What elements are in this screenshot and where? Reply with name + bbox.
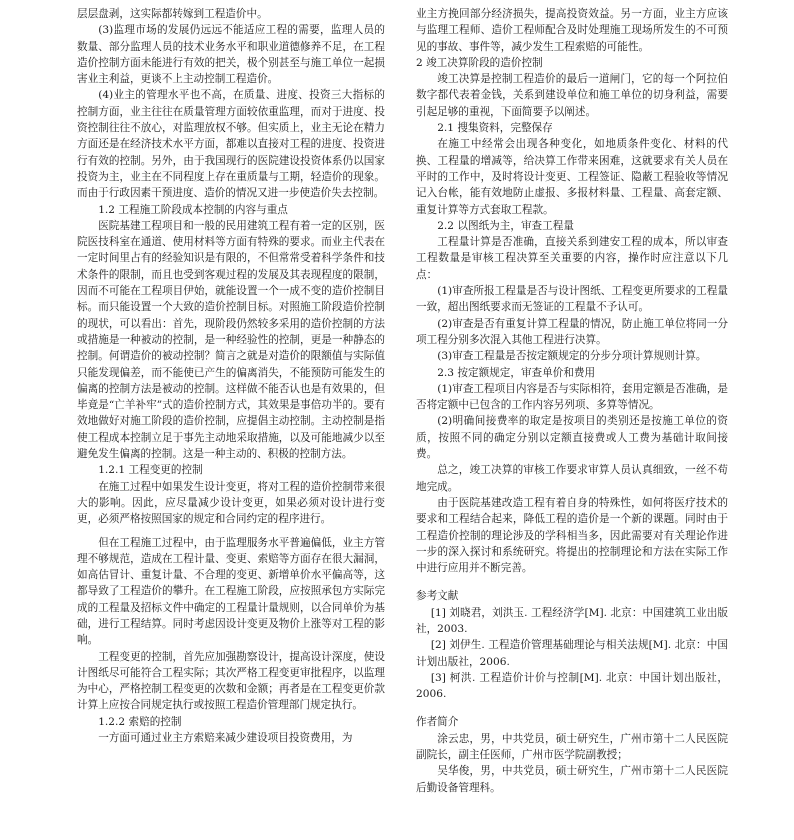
right-column-body	[416, 6, 728, 576]
body-paragraph: (4)业主的管理水平也不高，在质量、进度、投资三大指标的控制方面，业主往往在质量管理方面较依重监理，而对于进度、投资控制往往不放心，对监理放权不够。但实质上，业主无论在精力方面还是在经济技术水平方面，都难以直接对工程的进度、投资进行有效的控制。另外，由于我国现行的医院建设投资体系仍以国家投资为主，业主在不同程度上存在重质量与工期，轻造价的现象。而由于行政因素干预进度、造价的情况又进一步使造价失去控制。	[77, 89, 385, 200]
reference-item: [3] 柯洪. 工程造价计价与控制[M]. 北京：中国计划出版社，2006.	[416, 671, 728, 701]
references	[416, 588, 728, 702]
section-heading: 2.1 搜集资料，完整保存	[437, 122, 553, 135]
body-paragraph: 由于医院基建改造工程有着自身的特殊性，如何将医疗技术的要求和工程结合起来，降低工程的造价是一个新的课题。同时由于工程造价控制的理论涉及的学科相当多，因此需要对有关理论作进一步的深入探讨和系统研究。将提出的控制理论和方法在实际工作中进行应用并不断完善。	[416, 496, 728, 575]
body-paragraph: 竣工决算是控制工程造价的最后一道闸门，它的每一个阿拉伯数字都代表着金钱，关系到建设单位和施工单位的切身利益，需要引起足够的重视，下面简要予以阐述。	[416, 73, 728, 118]
body-paragraph: 层层盘剥，这实际都转嫁到工程造价中。	[77, 8, 268, 20]
reference-item: [1] 刘晓君，刘洪玉. 工程经济学[M]. 北京：中国建筑工业出版社，2003.	[416, 606, 728, 635]
right-column	[416, 6, 728, 796]
section-heading: 2.2 以图纸为主，审查工程量	[437, 219, 574, 232]
body-paragraph: (3)监理市场的发展仍远远不能适应工程的需要，监理人员的数量、部分监理人员的技术业务水平和职业道德修养不足，在工程造价控制方面未能进行有效的把关，极个别甚至与施工单位一起损害业主利益，更谈不上主动控制工程造价。	[77, 24, 385, 86]
subsection-heading: 1.2.2 索赔的控制	[98, 715, 182, 728]
author-intro	[416, 714, 728, 795]
body-paragraph: (2)明确间接费率的取定是按项目的类别还是按施工单位的资质，按照不同的确定分别以定额直接费或人工费为基础计取间接费。	[416, 415, 728, 461]
body-paragraph: (3)审查工程量是否按定额规定的分步分项计算规则计算。	[437, 350, 707, 363]
reference-item: [2] 刘伊生. 工程造价管理基础理论与相关法规[M]. 北京：中国计划出版社，2006.	[416, 639, 728, 668]
body-paragraph: 业主方挽回部分经济损失，提高投资效益。另一方面，业主方应该与监理工程师、造价工程师配合及时处理施工现场所发生的不可预见的事故、事件等，减少发生工程索赔的可能性。	[416, 8, 728, 53]
body-paragraph: 一方面可通过业主方索赔来减少建设项目投资费用，为	[98, 732, 353, 745]
section-heading: 2.3 按定额规定，审查单价和费用	[437, 366, 596, 379]
section-heading: 2 竣工决算阶段的造价控制	[416, 56, 543, 69]
author-intro-title: 作者简介	[416, 716, 459, 729]
body-paragraph: 总之，竣工决算的审核工作要求审算人员认真细致，一丝不苟地完成。	[416, 464, 728, 493]
body-paragraph: 在施工过程中如果发生设计变更，将对工程的造价控制带来很大的影响。因此，应尽量减少设计变更，如果必须对设计进行变更，必须严格按照国家的规定和合同约定的程序进行。	[77, 480, 385, 526]
body-paragraph: 医院基建工程项目和一般的民用建筑工程有着一定的区别，医院医技科室在通道、使用材料等方面有特殊的要求。而业主代表在一定时间里占有的经验知识是有限的，不但常常受着科学条件和技术条件的限制，而且也受到客观过程的发展及其表现程度的限制，因而不可能在工程项目伊始，就能设置一个一成不变的造价控制目标。而只能设置一个大致的造价控制目标。对照施工阶段造价控制的现状，可以看出：首先，现阶段仍然较多采用的造价控制的方法或措施是一种被动的控制，是一种经验性的控制，更是一种静态的控制。何谓造价的被动控制？简言之就是对造价的限额值与实际值只能发现偏差，而不能使已产生的偏离消失，不能预防可能发生的偏离的控制方法是被动的控制。这样做不能否认也是有效果的，但毕竟是“亡羊补牢”式的造价控制方式，其效果是事倍功半的。要有效地做好对施工阶段的造价控制，应提倡主动控制。主动控制是指使工程成本控制立足于事先主动地采取措施，以及可能地减少以至避免发生偏离的控制。这是一种主动的、积极的控制方法。	[77, 219, 385, 461]
author-item: 吴华俊，男，中共党员，硕士研究生，广州市第十二人民医院后勤设备管理科。	[416, 765, 728, 794]
section-heading: 1.2 工程施工阶段成本控制的内容与重点	[98, 203, 288, 216]
subsection-heading: 1.2.1 工程变更的控制	[98, 464, 203, 477]
body-paragraph: (2)审查是否有重复计算工程量的情况，防止施工单位将同一分项工程分别多次混入其他工程进行决算。	[416, 317, 728, 346]
paragraph-gap	[77, 528, 385, 535]
body-paragraph: 在施工中经常会出现各种变化，如地质条件变化、材料的代换、工程量的增减等，给决算工作带来困难，这就要求有关人员在平时的工作中，及时将设计变更、工程签证、隐蔽工程验收等情况记入台帐，能有效地防止虚报、多报材料量、工程量、高套定额、重复计算等方式套取工程款。	[416, 138, 728, 216]
body-paragraph: 工程变更的控制，首先应加强勘察设计，提高设计深度，使设计图纸尽可能符合工程实际；其次严格工程变更审批程序，以监理为中心，严格控制工程变更的次数和金额；再者是在工程变更价款计算上应按合同规定执行或按照工程造价管理部门规定执行。	[77, 650, 385, 712]
author-item: 涂云忠，男，中共党员，硕士研究生，广州市第十二人民医院副院长，副主任医师，广州市医学院副教授；	[416, 732, 728, 762]
left-column	[77, 6, 385, 746]
body-paragraph: 工程量计算是否准确，直接关系到建安工程的成本，所以审查工程数量是审核工程决算至关重要的内容，操作时应注意以下几点：	[416, 236, 728, 281]
body-paragraph: (1)审查工程项目内容是否与实际相符，套用定额是否准确，是否将定额中已包含的工作内容另列项、多算等情况。	[416, 382, 728, 412]
body-paragraph: 但在工程施工过程中，由于监理服务水平普遍偏低，业主方管理不够规范，造成在工程计量、变更、索赔等方面存在很大漏洞，如高估冒计、重复计量、不合理的变更、新增单价水平偏高等，这都导致了工程造价的攀升。在工程施工阶段，应按照承包方实际完成的工程量及招标文件中确定的工程量计量规则，以合同单价为基础，进行工程结算。同时考虑因设计变更及物价上涨等对工程的影响。	[77, 536, 385, 647]
references-title: 参考文献	[416, 590, 459, 603]
body-paragraph: (1)审查所报工程量是否与设计图纸、工程变更所要求的工程量一致，超出图纸要求而无签证的工程量不予认可。	[416, 285, 728, 314]
